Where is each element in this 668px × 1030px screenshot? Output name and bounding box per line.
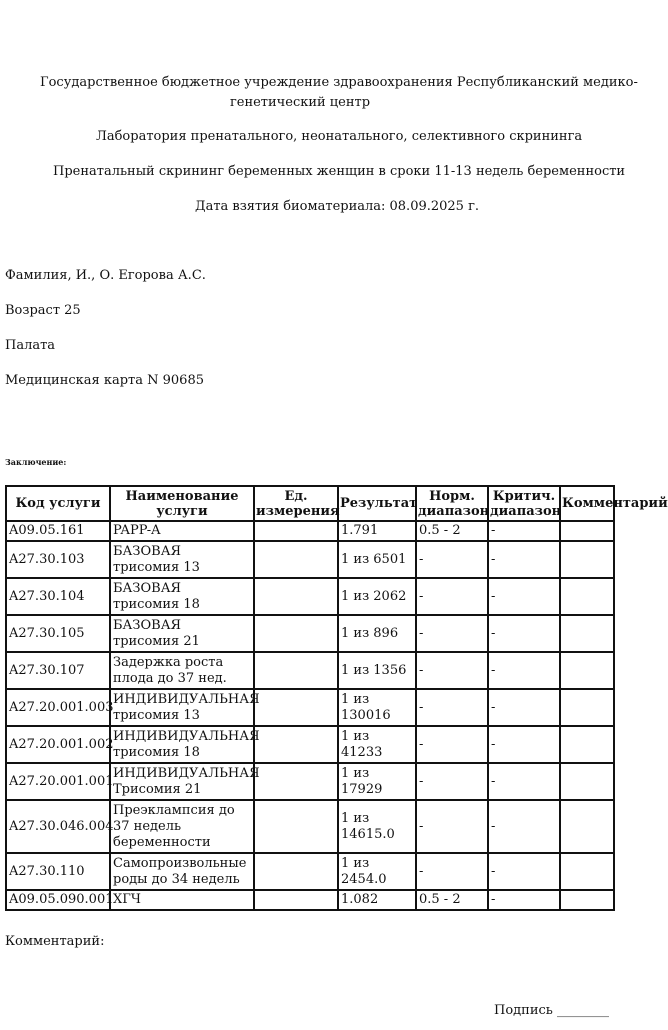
table-row <box>6 890 614 910</box>
header-norm: Норм. диапазон <box>416 486 488 521</box>
patient-age: Возраст 25 <box>5 303 81 318</box>
cell-name: БАЗОВАЯ трисомия 21 <box>110 615 254 652</box>
cell-name: PAPP-A <box>110 521 254 541</box>
table-row <box>6 853 614 890</box>
cell-code: A09.05.090.001 <box>6 890 110 910</box>
cell-unit <box>254 853 338 890</box>
table-row <box>6 689 614 726</box>
patient-card: Медицинская карта N 90685 <box>5 373 204 388</box>
cell-comment <box>560 521 614 541</box>
cell-result: 1 из 2454.0 <box>338 853 416 890</box>
cell-comment <box>560 578 614 615</box>
cell-comment <box>560 652 614 689</box>
cell-unit <box>254 689 338 726</box>
cell-norm: - <box>416 541 488 578</box>
cell-result: 1.791 <box>338 521 416 541</box>
table-row <box>6 521 614 541</box>
cell-code: A27.30.110 <box>6 853 110 890</box>
cell-unit <box>254 521 338 541</box>
cell-comment <box>560 541 614 578</box>
table-row <box>6 615 614 652</box>
cell-norm: - <box>416 652 488 689</box>
cell-crit: - <box>488 890 560 910</box>
header-crit: Критич. диапазон <box>488 486 560 521</box>
cell-unit <box>254 652 338 689</box>
cell-name: ХГЧ <box>110 890 254 910</box>
cell-name: Самопроизвольные роды до 34 недель <box>110 853 254 890</box>
cell-name: ИНДИВИДУАЛЬНАЯ Трисомия 21 <box>110 763 254 800</box>
cell-comment <box>560 763 614 800</box>
cell-unit <box>254 541 338 578</box>
cell-crit: - <box>488 800 560 853</box>
header-unit: Ед. измерения <box>254 486 338 521</box>
organization-line-2: генетический центр <box>229 95 371 110</box>
signature-line: Подпись ________ <box>494 1003 609 1018</box>
cell-code: A27.30.107 <box>6 652 110 689</box>
patient-name: Фамилия, И., О. Егорова А.С. <box>5 268 206 283</box>
table-row <box>6 578 614 615</box>
cell-code: A27.20.001.002 <box>6 726 110 763</box>
cell-unit <box>254 763 338 800</box>
cell-crit: - <box>488 541 560 578</box>
cell-crit: - <box>488 578 560 615</box>
cell-norm: 0.5 - 2 <box>416 521 488 541</box>
cell-name: БАЗОВАЯ трисомия 18 <box>110 578 254 615</box>
cell-norm: - <box>416 853 488 890</box>
cell-code: A27.30.104 <box>6 578 110 615</box>
cell-code: A27.20.001.003 <box>6 689 110 726</box>
cell-crit: - <box>488 726 560 763</box>
cell-norm: - <box>416 763 488 800</box>
cell-name: Задержка роста плода до 37 нед. <box>110 652 254 689</box>
cell-norm: - <box>416 726 488 763</box>
cell-name: Преэклампсия до 37 недель беременности <box>110 800 254 853</box>
sample-date: Дата взятия биоматериала: 08.09.2025 г. <box>195 199 480 214</box>
cell-code: A27.30.105 <box>6 615 110 652</box>
cell-unit <box>254 578 338 615</box>
table-row <box>6 652 614 689</box>
table-row <box>6 763 614 800</box>
organization-line-1: Государственное бюджетное учреждение здравоохранения Республиканский медико- <box>40 75 638 90</box>
cell-code: A27.30.103 <box>6 541 110 578</box>
cell-comment <box>560 689 614 726</box>
cell-norm: 0.5 - 2 <box>416 890 488 910</box>
cell-result: 1 из 6501 <box>338 541 416 578</box>
cell-comment <box>560 615 614 652</box>
cell-result: 1 из 896 <box>338 615 416 652</box>
cell-result: 1 из 41233 <box>338 726 416 763</box>
conclusion-label: Заключение: <box>5 457 67 467</box>
cell-result: 1 из 14615.0 <box>338 800 416 853</box>
cell-result: 1 из 130016 <box>338 689 416 726</box>
cell-norm: - <box>416 615 488 652</box>
cell-result: 1 из 17929 <box>338 763 416 800</box>
header-code: Код услуги <box>6 486 110 521</box>
cell-result: 1.082 <box>338 890 416 910</box>
cell-code: A27.20.001.001 <box>6 763 110 800</box>
cell-code: A09.05.161 <box>6 521 110 541</box>
header-name: Наименование услуги <box>110 486 254 521</box>
table-header-row <box>6 486 614 521</box>
cell-name: ИНДИВИДУАЛЬНАЯ трисомия 18 <box>110 726 254 763</box>
cell-norm: - <box>416 800 488 853</box>
cell-unit <box>254 726 338 763</box>
cell-crit: - <box>488 615 560 652</box>
cell-unit <box>254 800 338 853</box>
cell-code: A27.30.046.004 <box>6 800 110 853</box>
cell-result: 1 из 2062 <box>338 578 416 615</box>
cell-unit <box>254 890 338 910</box>
cell-crit: - <box>488 763 560 800</box>
laboratory-title: Лаборатория пренатального, неонатального, селективного скрининга <box>96 129 583 144</box>
cell-crit: - <box>488 652 560 689</box>
cell-crit: - <box>488 521 560 541</box>
results-table <box>5 485 668 911</box>
cell-crit: - <box>488 689 560 726</box>
cell-result: 1 из 1356 <box>338 652 416 689</box>
header-comment: Комментарий <box>560 486 614 521</box>
cell-unit <box>254 615 338 652</box>
comment-label: Комментарий: <box>5 934 105 949</box>
cell-comment <box>560 890 614 910</box>
cell-crit: - <box>488 853 560 890</box>
cell-name: ИНДИВИДУАЛЬНАЯ трисомия 13 <box>110 689 254 726</box>
screening-title: Пренатальный скрининг беременных женщин в сроки 11-13 недель беременности <box>53 164 626 179</box>
table-row <box>6 541 614 578</box>
cell-comment <box>560 853 614 890</box>
cell-comment <box>560 726 614 763</box>
header-result: Результат <box>338 486 416 521</box>
cell-norm: - <box>416 689 488 726</box>
cell-comment <box>560 800 614 853</box>
cell-name: БАЗОВАЯ трисомия 13 <box>110 541 254 578</box>
cell-norm: - <box>416 578 488 615</box>
patient-ward: Палата <box>5 338 56 353</box>
table-row <box>6 726 614 763</box>
table-row <box>6 800 614 853</box>
